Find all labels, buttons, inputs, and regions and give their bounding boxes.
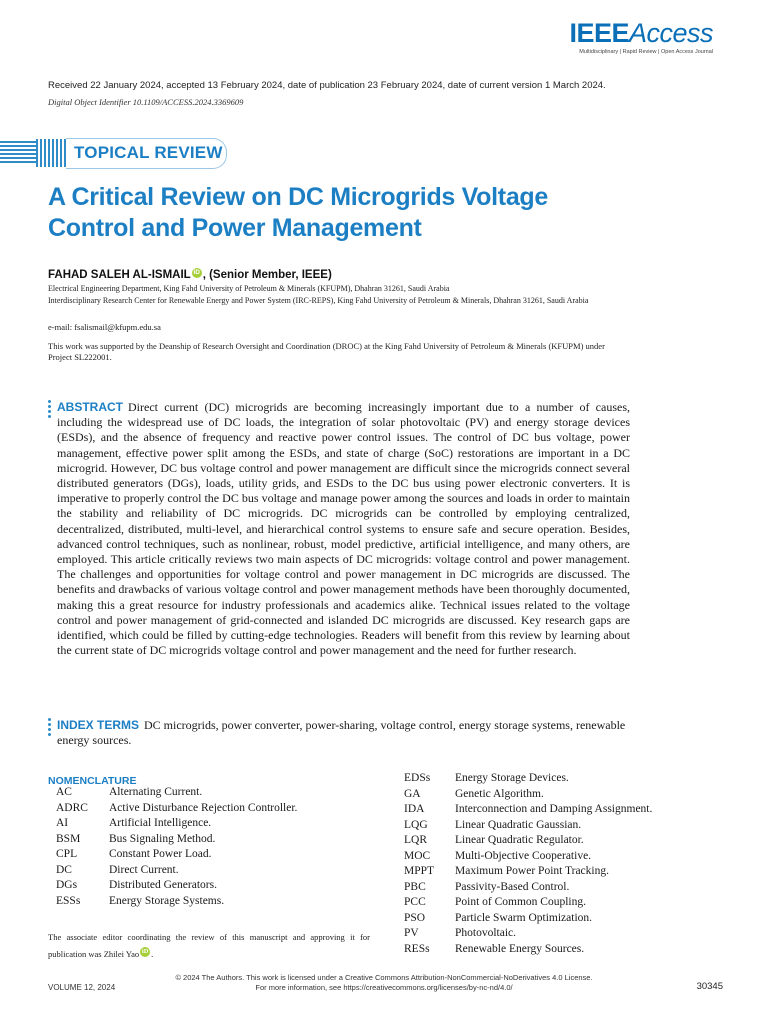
abstract-text: Direct current (DC) microgrids are becoming increasingly important due to a number of causes, including the widespread use of DC loads, the integration of solar photovoltaic (PV) and energy storage devices (ESDs), and the absence of frequency and reactive power control issues. The control of DC bus voltage, power management, effective power split among the ESDs, and state of charge (SoC) restorations are important in a DC microgrid. However, DC bus voltage control and power management are difficult since the microgrids connect several distributed generators (DGs), loads, utility grids, and ESDs to the DC bus using power electronic converters. It is imperative to properly control the DC bus voltage and manage power among the sources and loads in order to maintain the stability and reliability of DC microgrids. DC microgrids can be controlled by employing centralized, decentralized, distributed, multi-level, and hierarchical control systems to ensure safe and secure operation. Besides, advanced control techniques, such as nonlinear, robust, model predictive, artificial intelligence, and many others, are employed. This article critically reviews two main aspects of DC microgrids: voltage control and power management. The challenges and opportunities for voltage control and power management in DC microgrids are discussed. The benefits and drawbacks of various voltage control and power management methods have been thoroughly documented, making this a great resource for industry professionals and academics alike. Technical issues related to the voltage control and power management of grid-connected and islanded DC microgrids are discussed. Key research gaps are identified, which could be filled by cutting-edge technologies. Readers will benefit from this review by learning about the current state of DC microgrids voltage control and power management and the need for further research. <box>57 400 630 658</box>
nomenclature-right <box>404 771 652 957</box>
nomenclature-abbr: PCC <box>404 896 426 908</box>
nomenclature-def: Bus Signaling Method. <box>109 832 216 845</box>
nomenclature-row <box>404 787 652 803</box>
banner-stripes <box>0 141 36 165</box>
editor-note-end: . <box>151 949 154 959</box>
author-line <box>48 268 332 281</box>
nomenclature-def: Genetic Algorithm. <box>455 787 544 800</box>
nomenclature-abbr: DGs <box>56 879 78 891</box>
nomenclature-abbr: LQG <box>404 818 428 831</box>
orcid-icon[interactable]: iD <box>193 269 200 276</box>
nomenclature-row <box>404 942 652 958</box>
nomenclature-def: Renewable Energy Sources. <box>455 942 585 955</box>
banner-barcode <box>36 139 66 167</box>
nomenclature-def: Active Disturbance Rejection Controller. <box>109 801 298 814</box>
nomenclature-def: Energy Storage Systems. <box>109 894 225 907</box>
journal-tagline: Multidisciplinary | Rapid Review | Open Access Journal <box>579 49 713 55</box>
index-terms-text: DC microgrids, power converter, power-sharing, voltage control, energy storage systems, renewable energy sources. <box>57 718 626 748</box>
nomenclature-def: Direct Current. <box>109 863 179 876</box>
editor-note <box>48 929 370 963</box>
nomenclature-def: Point of Common Coupling. <box>455 896 586 908</box>
section-banner <box>0 137 236 170</box>
nomenclature-abbr: GA <box>404 787 421 800</box>
nomenclature-row <box>404 802 652 818</box>
page-number: 30345 <box>696 981 723 992</box>
nomenclature-abbr: LQR <box>404 834 427 846</box>
license-line-2[interactable]: For more information, see https://creativecommons.org/licenses/by-nc-nd/4.0/ <box>255 983 513 992</box>
nomenclature-abbr: ADRC <box>56 801 88 814</box>
section-label: TOPICAL REVIEW <box>74 143 223 162</box>
nomenclature-abbr: PBC <box>404 880 426 893</box>
orcid-icon[interactable]: iD <box>141 948 149 955</box>
nomenclature-def: Alternating Current. <box>109 786 203 798</box>
nomenclature-abbr: DC <box>56 863 72 876</box>
journal-name-strong: IEEE <box>569 18 629 48</box>
affiliation-1: Electrical Engineering Department, King Fahd University of Petroleum & Minerals (KFUPM), Dhahran 31261, Saudi Arabia <box>48 284 450 293</box>
nomenclature-def: Multi-Objective Cooperative. <box>455 849 592 862</box>
nomenclature-def: Distributed Generators. <box>109 879 217 891</box>
author-name: FAHAD SALEH AL-ISMAIL <box>48 269 191 281</box>
nomenclature-def: Linear Quadratic Gaussian. <box>455 818 582 831</box>
doi-line: Digital Object Identifier 10.1109/ACCESS.2024.3369609 <box>48 97 244 107</box>
index-terms <box>57 718 657 748</box>
nomenclature-row <box>404 849 652 865</box>
journal-logo <box>569 18 713 55</box>
author-email[interactable]: e-mail: fsalismail@kfupm.edu.sa <box>48 322 161 332</box>
nomenclature-def: Photovoltaic. <box>455 927 517 939</box>
nomenclature-row <box>56 785 297 801</box>
nomenclature-row <box>404 864 652 880</box>
nomenclature-def: Passivity-Based Control. <box>455 880 570 893</box>
nomenclature-row <box>56 878 297 894</box>
journal-name <box>569 18 713 48</box>
nomenclature-abbr: BSM <box>56 832 81 845</box>
author-grade: , (Senior Member, IEEE) <box>202 269 332 281</box>
volume-label: VOLUME 12, 2024 <box>48 983 116 992</box>
nomenclature-abbr: PV <box>404 927 419 939</box>
license-line-1: © 2024 The Authors. This work is licensed under a Creative Commons Attribution-NonCommercial-NoDerivatives 4.0 License. <box>175 973 593 982</box>
nomenclature-row <box>404 880 652 896</box>
index-terms-marker-icon <box>48 718 51 738</box>
nomenclature-row <box>56 801 297 817</box>
nomenclature-abbr: MOC <box>404 849 431 862</box>
nomenclature-row <box>56 847 297 863</box>
nomenclature-def: Linear Quadratic Regulator. <box>455 834 584 846</box>
affiliation-2: Interdisciplinary Research Center for Renewable Energy and Power System (IRC-REPS), King Fahd University of Petroleum & Minerals, Dhahran 31261, Saudi Arabia <box>48 296 589 305</box>
nomenclature-abbr: EDSs <box>404 772 431 784</box>
nomenclature-def: Artificial Intelligence. <box>109 817 212 829</box>
nomenclature-abbr: RESs <box>404 942 430 955</box>
paper-title: A Critical Review on DC Microgrids Voltage Control and Power Management <box>48 183 548 242</box>
nomenclature-row <box>56 863 297 879</box>
nomenclature-abbr: ESSs <box>56 894 81 907</box>
journal-name-em: Access <box>628 18 713 48</box>
banner-box <box>66 138 227 169</box>
abstract-label: ABSTRACT <box>57 400 123 414</box>
nomenclature-def: Maximum Power Point Tracking. <box>455 865 609 877</box>
nomenclature-def: Particle Swarm Optimization. <box>455 911 593 924</box>
nomenclature-row <box>404 771 652 787</box>
license-notice <box>0 973 768 993</box>
nomenclature-row <box>56 816 297 832</box>
nomenclature-abbr: PSO <box>404 911 426 924</box>
editor-note-text: The associate editor coordinating the review of this manuscript and approving it for publication was Zhilei Yao <box>48 932 370 959</box>
nomenclature-row <box>404 895 652 911</box>
nomenclature-abbr: MPPT <box>404 865 435 877</box>
nomenclature-def: Energy Storage Devices. <box>455 772 569 784</box>
nomenclature-row <box>404 926 652 942</box>
nomenclature-abbr: CPL <box>56 848 78 860</box>
article-history: Received 22 January 2024, accepted 13 February 2024, date of publication 23 February 2024, date of current version 1 March 2024. <box>48 80 606 91</box>
nomenclature-row <box>404 818 652 834</box>
nomenclature-row <box>56 832 297 848</box>
index-terms-label: INDEX TERMS <box>57 718 140 732</box>
nomenclature-row <box>404 833 652 849</box>
nomenclature-abbr: AI <box>56 817 69 829</box>
nomenclature-heading: NOMENCLATURE <box>48 775 137 787</box>
nomenclature-row <box>56 894 297 910</box>
nomenclature-left <box>56 785 297 909</box>
nomenclature-def: Interconnection and Damping Assignment. <box>455 803 653 815</box>
nomenclature-row <box>404 911 652 927</box>
abstract <box>57 400 630 658</box>
funding-note: This work was supported by the Deanship of Research Oversight and Coordination (DROC) at the King Fahd University of Petroleum & Minerals (KFUPM) under Project SL222001. <box>48 341 605 362</box>
abstract-marker-icon <box>48 400 51 420</box>
nomenclature-abbr: AC <box>56 786 72 798</box>
nomenclature-abbr: IDA <box>404 803 425 815</box>
nomenclature-def: Constant Power Load. <box>109 848 212 860</box>
